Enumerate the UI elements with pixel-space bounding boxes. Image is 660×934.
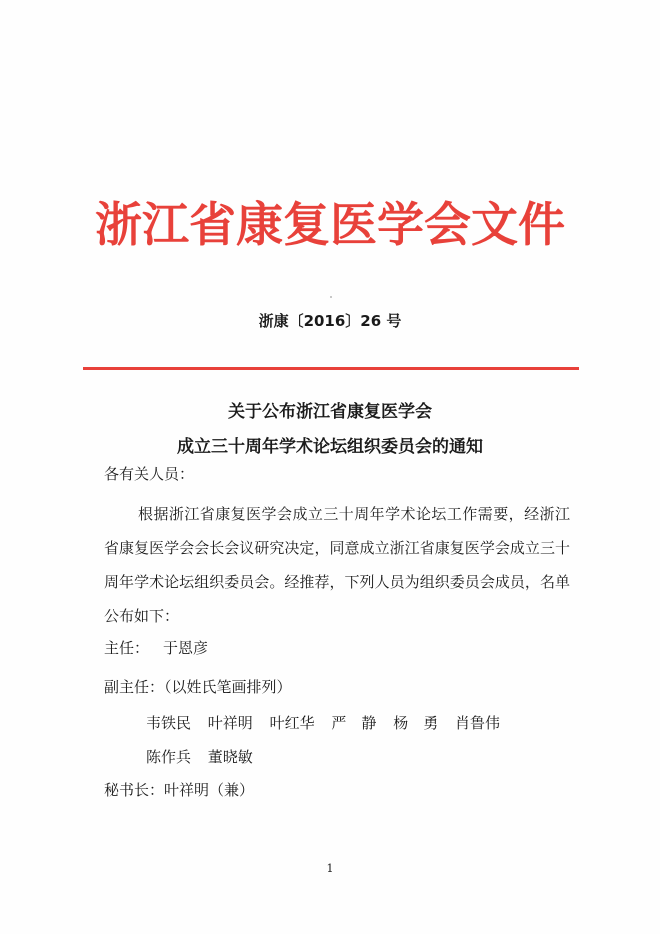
deputy-name: 叶祥明: [207, 714, 253, 732]
notice-title-line-2: 成立三十周年学术论坛组织委员会的通知: [177, 437, 483, 457]
body-paragraph: 根据浙江省康复医学会成立三十周年学术论坛工作需要，经浙江省康复医学会会长会议研究决定，同意成立浙江省康复医学会成立三十周年学术论坛组织委员会。经推荐，下列人员为组织委员会成员，名单公布如下：: [104, 505, 570, 625]
salutation: 各有关人员：: [104, 465, 195, 483]
document-number: 浙康〔2016〕26 号: [258, 312, 402, 330]
deputy-name: 杨 勇: [393, 714, 439, 732]
deputy-name: 叶红华: [269, 714, 315, 732]
deputy-name: 董晓敏: [207, 748, 253, 766]
secretary-name: 叶祥明（兼）: [164, 781, 255, 799]
secretary-row: [104, 780, 254, 800]
deputy-name: 韦铁民: [146, 714, 192, 732]
masthead-title: 浙江省康复医学会文件: [95, 198, 565, 253]
deputy-label: 副主任：（以姓氏笔画排列）: [104, 678, 292, 696]
page-number: 1: [326, 862, 334, 875]
deputy-name: 严 静: [331, 714, 377, 732]
deputy-name: 陈作兵: [146, 748, 192, 766]
deputies-row-2: [146, 746, 265, 767]
secretary-label: 秘书长：: [104, 781, 165, 799]
red-divider-line: [83, 367, 579, 370]
director-label: 主任：: [104, 639, 150, 657]
notice-title-line-1: 关于公布浙江省康复医学会: [228, 402, 432, 422]
scan-speck: [330, 296, 332, 298]
director-name: 于恩彦: [163, 639, 209, 657]
deputy-name: 肖鲁伟: [454, 714, 500, 732]
director-row: [104, 638, 208, 658]
deputies-row-1: [146, 712, 512, 733]
